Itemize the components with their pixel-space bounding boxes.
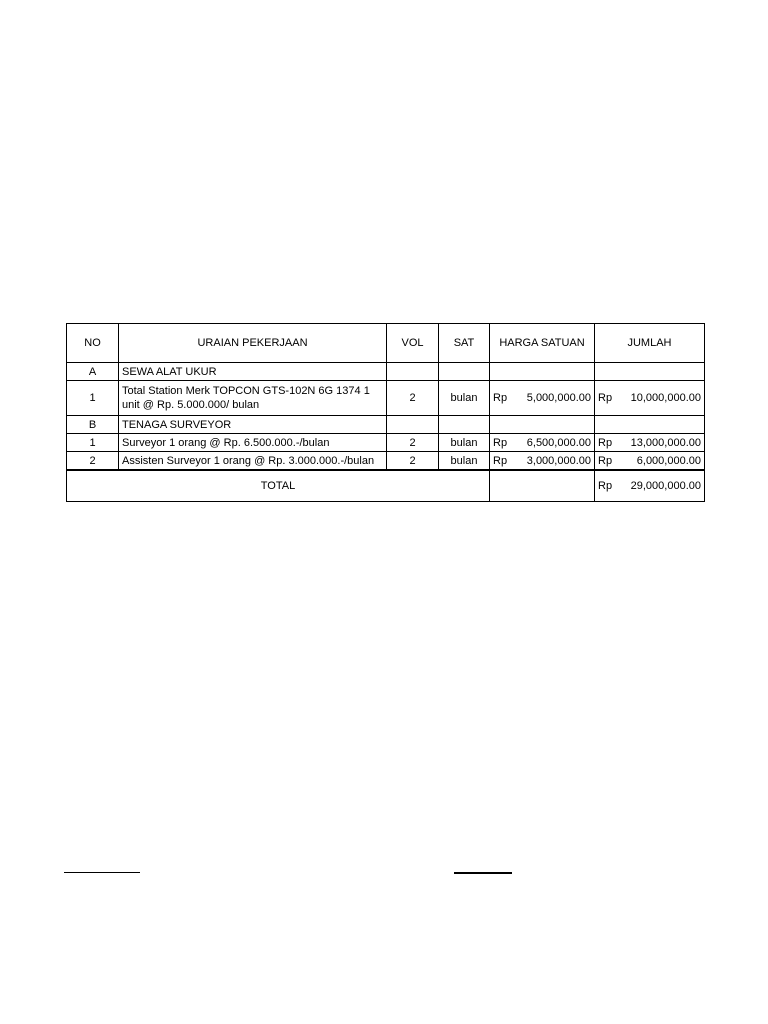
cell-sat: bulan xyxy=(439,452,490,471)
cell-vol xyxy=(387,363,439,381)
cell-harga-currency: Rp xyxy=(493,454,508,467)
table-header-row xyxy=(67,324,705,363)
cell-harga xyxy=(490,434,595,452)
table-row xyxy=(67,434,705,452)
total-value: 29,000,000.00 xyxy=(630,480,701,492)
table-row xyxy=(67,452,705,471)
total-value-cell xyxy=(595,470,705,502)
cell-harga xyxy=(490,381,595,416)
cell-vol: 2 xyxy=(387,434,439,452)
table-row xyxy=(67,381,705,416)
cell-vol: 2 xyxy=(387,452,439,471)
cell-sat xyxy=(439,363,490,381)
cell-uraian: SEWA ALAT UKUR xyxy=(119,363,387,381)
cell-jumlah-value: 10,000,000.00 xyxy=(630,392,701,404)
header-harga-satuan: HARGA SATUAN xyxy=(490,324,595,363)
cell-jumlah xyxy=(595,363,705,381)
cell-jumlah xyxy=(595,452,705,471)
cell-harga-currency: Rp xyxy=(493,392,508,404)
cell-no: B xyxy=(67,416,119,434)
header-no: NO xyxy=(67,324,119,363)
cell-jumlah-value: 6,000,000.00 xyxy=(636,454,701,467)
cell-sat: bulan xyxy=(439,381,490,416)
cell-jumlah-value: 13,000,000.00 xyxy=(630,436,701,449)
table-row xyxy=(67,363,705,381)
cell-jumlah-currency: Rp xyxy=(598,392,613,404)
table-row xyxy=(67,416,705,434)
total-currency: Rp xyxy=(598,480,613,492)
cell-jumlah-currency: Rp xyxy=(598,436,613,449)
cell-sat xyxy=(439,416,490,434)
cell-harga xyxy=(490,363,595,381)
cell-uraian: Surveyor 1 orang @ Rp. 6.500.000.-/bulan xyxy=(119,434,387,452)
cell-no: A xyxy=(67,363,119,381)
cell-no: 2 xyxy=(67,452,119,471)
cell-no: 1 xyxy=(67,434,119,452)
header-jumlah: JUMLAH xyxy=(595,324,705,363)
header-uraian: URAIAN PEKERJAAN xyxy=(119,324,387,363)
cell-uraian: Assisten Surveyor 1 orang @ Rp. 3.000.000.-/bulan xyxy=(119,452,387,471)
signature-line-right xyxy=(454,872,512,874)
cell-harga-value: 3,000,000.00 xyxy=(526,454,591,467)
cell-harga xyxy=(490,452,595,471)
cell-harga-currency: Rp xyxy=(493,436,508,449)
cell-no: 1 xyxy=(67,381,119,416)
cell-vol xyxy=(387,416,439,434)
cell-uraian: TENAGA SURVEYOR xyxy=(119,416,387,434)
cell-harga xyxy=(490,416,595,434)
cell-vol: 2 xyxy=(387,381,439,416)
total-label: TOTAL xyxy=(67,470,490,502)
cell-harga-value: 6,500,000.00 xyxy=(526,436,591,449)
cell-jumlah-currency: Rp xyxy=(598,454,613,467)
signature-line-left xyxy=(64,872,140,873)
total-harga-empty xyxy=(490,470,595,502)
cost-estimate-table xyxy=(66,323,705,502)
header-sat: SAT xyxy=(439,324,490,363)
cell-jumlah xyxy=(595,434,705,452)
total-row xyxy=(67,470,705,502)
cell-sat: bulan xyxy=(439,434,490,452)
header-vol: VOL xyxy=(387,324,439,363)
cell-uraian: Total Station Merk TOPCON GTS-102N 6G 1374 1 unit @ Rp. 5.000.000/ bulan xyxy=(119,381,387,416)
cell-jumlah xyxy=(595,381,705,416)
cell-jumlah xyxy=(595,416,705,434)
cell-harga-value: 5,000,000.00 xyxy=(526,392,591,404)
